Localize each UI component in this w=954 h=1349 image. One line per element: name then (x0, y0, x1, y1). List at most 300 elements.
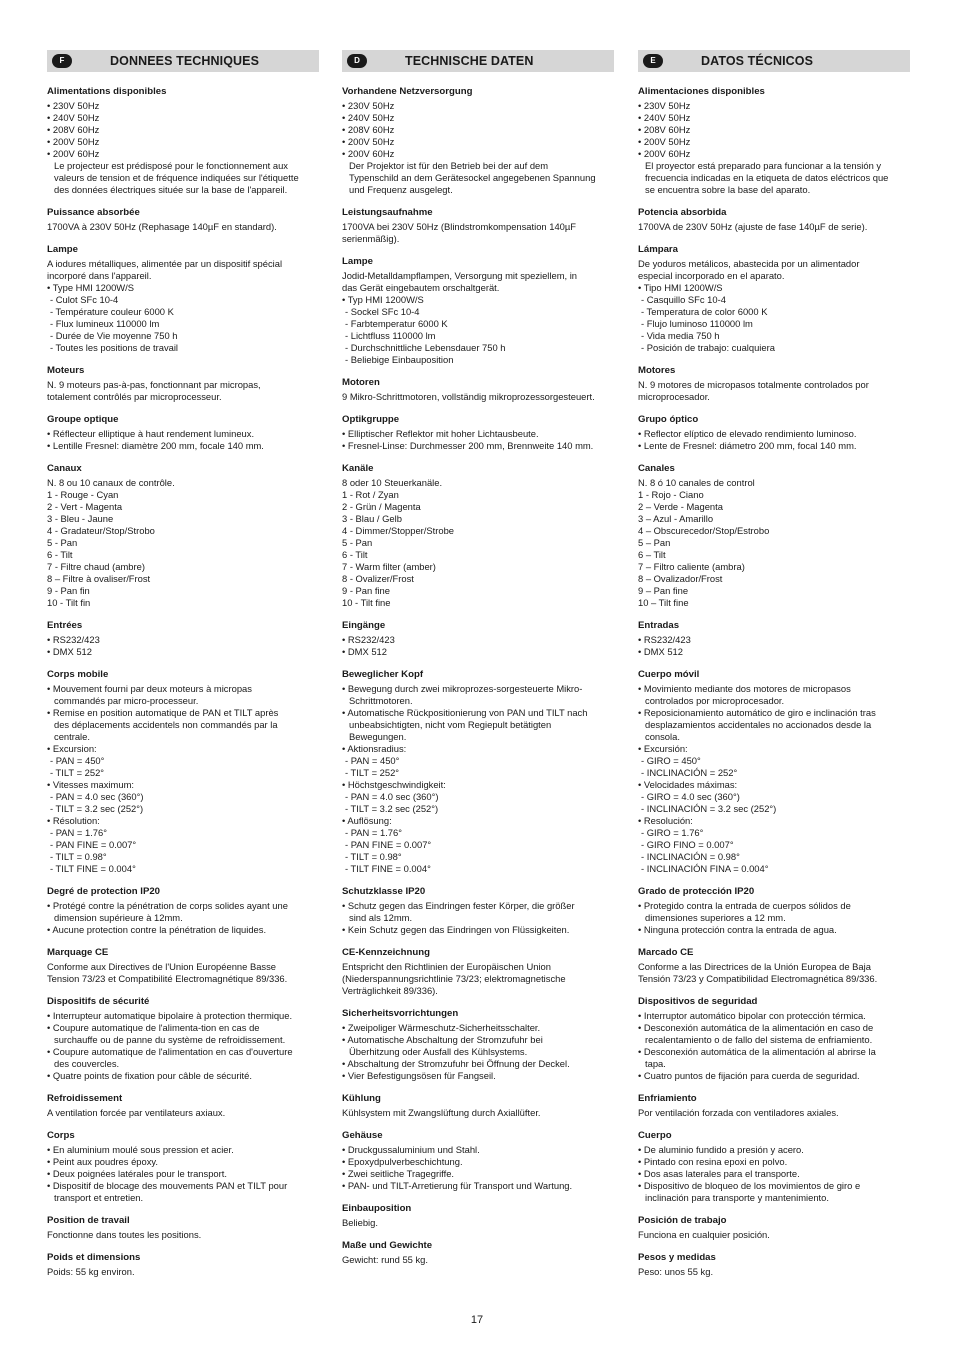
spec-line: • 200V 60Hz (342, 148, 395, 159)
section-heading: Vorhandene Netzversorgung (342, 86, 473, 97)
spec-line: • Résolution: (47, 815, 100, 826)
spec-section (47, 996, 319, 1082)
spec-line: 9 Mikro-Schrittmotoren, vollständig mikroprozessorgesteuert. (342, 391, 595, 402)
spec-line: Conforme aux Directives de l'Union Européenne Basse (47, 961, 276, 972)
spec-line: recalentamiento o de fallo del sistema de enfriamiento. (645, 1034, 873, 1045)
spec-line: • Epoxydpulverbeschichtung. (342, 1156, 463, 1167)
spec-line: • Remise en position automatique de PAN et TILT après (47, 707, 279, 718)
spec-line: - INCLINACIÓN = 252° (641, 767, 738, 778)
spec-section (47, 414, 319, 452)
spec-section (638, 86, 910, 196)
section-heading: Cuerpo (638, 1130, 672, 1141)
spec-line: dimensiones superiores a 12 mm. (645, 912, 786, 923)
spec-line: 5 – Pan (638, 537, 671, 548)
spec-line: totalement contrôlés par microprocesseur. (47, 391, 222, 402)
spec-line: - PAN = 4.0 sec (360°) (345, 791, 439, 802)
spec-line: - TILT = 252° (50, 767, 105, 778)
spec-line: Gewicht: rund 55 kg. (342, 1254, 428, 1265)
spec-line: - TILT = 252° (345, 767, 400, 778)
spec-section (342, 1240, 614, 1266)
spec-line: - PAN FINE = 0.007° (345, 839, 432, 850)
section-heading: Canales (638, 463, 675, 474)
spec-line: unbeabsichtigten, nicht vom Regiepult betätigten (349, 719, 552, 730)
spec-line: Conforme a las Directrices de la Unión Europea de Baja (638, 961, 871, 972)
spec-line: • Desconexión automática de la alimentación al abrirse la (638, 1046, 876, 1057)
spec-line: • Zwei seitliche Tragegriffe. (342, 1168, 455, 1179)
spec-line: N. 9 motores de micropasos totalmente controlados por (638, 379, 869, 390)
spec-line: • Lentille Fresnel: diamètre 200 mm, focale 140 mm. (47, 440, 264, 451)
spec-line: - Flux lumineux 110000 lm (50, 318, 160, 329)
spec-section (47, 947, 319, 985)
column-body (47, 86, 319, 1278)
section-heading: Cuerpo móvil (638, 669, 700, 680)
spec-line: - Temperatura de color 6000 K (641, 306, 768, 317)
spec-line: - GIRO = 1.76° (641, 827, 704, 838)
spec-section (638, 1252, 910, 1278)
spec-line: • Tipo HMI 1200W/S (638, 282, 723, 293)
spec-section (638, 1130, 910, 1204)
spec-line: • 208V 60Hz (47, 124, 100, 135)
spec-section (638, 244, 910, 354)
spec-line: transport et entretien. (54, 1192, 144, 1203)
spec-line: Schrittmotoren. (349, 695, 413, 706)
spec-line: Por ventilación forzada con ventiladores axiales. (638, 1107, 839, 1118)
spec-line: • Dispositivo de bloqueo de los movimientos de giro e (638, 1180, 861, 1191)
spec-section (342, 669, 614, 875)
spec-line: 7 – Filtro caliente (ambra) (638, 561, 745, 572)
section-heading: Motoren (342, 377, 380, 388)
column-body (342, 86, 614, 1266)
spec-line: A iodures métalliques, alimentée par un dispositif spécial (47, 258, 283, 269)
spec-line: • Type HMI 1200W/S (47, 282, 134, 293)
spec-line: • De aluminio fundido a presión y acero. (638, 1144, 804, 1155)
spec-line: - Posición de trabajo: cualquiera (641, 342, 775, 353)
column-title: DONNEES TECHNIQUES (110, 54, 260, 68)
section-heading: Maße und Gewichte (342, 1240, 433, 1251)
document-columns (47, 50, 911, 1310)
spec-line: 10 – Tilt fine (638, 597, 689, 608)
spec-line: • Interruptor automático bipolar con protección térmica. (638, 1010, 866, 1021)
spec-line: des déplacements accidentels non commandés par la (54, 719, 278, 730)
spec-line: N. 9 moteurs pas-à-pas, fonctionnant par micropas, (47, 379, 261, 390)
spec-line: - Durée de Vie moyenne 750 h (50, 330, 178, 341)
spec-section (47, 365, 319, 403)
spec-line: controlados por microprocesador. (645, 695, 785, 706)
section-heading: Posición de trabajo (638, 1215, 727, 1226)
spec-line: und Frequenz ausgelegt. (349, 184, 453, 195)
spec-line: Tensión 73/23 y Compatibilidad Electromagnética 89/336. (638, 973, 878, 984)
spec-line: - Flujo luminoso 110000 lm (641, 318, 753, 329)
spec-line: • Excursión: (638, 743, 688, 754)
section-heading: Kanäle (342, 463, 374, 474)
spec-line: - GIRO = 4.0 sec (360°) (641, 791, 740, 802)
spec-line: • 240V 50Hz (47, 112, 100, 123)
spec-line: dimension supérieure à 12mm. (54, 912, 183, 923)
spec-line: surchauffe ou de panne du système de refroidissement. (54, 1034, 286, 1045)
spec-line: 2 - Grün / Magenta (342, 501, 421, 512)
spec-line: 3 - Blau / Gelb (342, 513, 402, 524)
spec-line: Beliebig. (342, 1217, 378, 1228)
spec-line: - Vida media 750 h (641, 330, 720, 341)
spec-line: 7 - Filtre chaud (ambre) (47, 561, 145, 572)
spec-line: Entspricht den Richtlinien der Europäischen Union (342, 961, 551, 972)
column-spanish (638, 50, 910, 1289)
spec-line: • PAN- und TILT-Arretierung für Transport und Wartung. (342, 1180, 573, 1191)
spec-section (47, 1093, 319, 1119)
spec-line: 5 - Pan (342, 537, 373, 548)
spec-line: 4 - Dimmer/Stopper/Strobe (342, 525, 455, 536)
spec-line: - Culot SFc 10-4 (50, 294, 119, 305)
spec-line: - TILT = 0.98° (50, 851, 107, 862)
section-heading: Puissance absorbée (47, 207, 140, 218)
spec-line: 5 - Pan (47, 537, 78, 548)
spec-line: Überhitzung oder Ausfall des Kühlsystems. (349, 1046, 528, 1057)
spec-line: Funciona en cualquier posición. (638, 1229, 770, 1240)
spec-line: • Reposicionamiento automático de giro e inclinación tras (638, 707, 876, 718)
spec-line: N. 8 ó 10 canales de control (638, 477, 755, 488)
section-heading: CE-Kennzeichnung (342, 947, 430, 958)
spec-line: - INCLINACIÓN FINA = 0.004° (641, 863, 769, 874)
spec-line: • RS232/423 (638, 634, 691, 645)
spec-line: 1700VA à 230V 50Hz (Rephasage 140µF en standard). (47, 221, 277, 232)
section-heading: Kühlung (342, 1093, 381, 1104)
spec-line: • Lente de Fresnel: diámetro 200 mm, focal 140 mm. (638, 440, 857, 451)
spec-line: Verträglichkeit 89/336). (342, 985, 438, 996)
spec-line: • Protegido contra la entrada de cuerpos sólidos de (638, 900, 851, 911)
spec-section (638, 463, 910, 609)
spec-line: des couvercles. (54, 1058, 120, 1069)
spec-line: Peso: unos 55 kg. (638, 1266, 714, 1277)
spec-line: das Gerät eingebautem orschaltgerät. (342, 282, 500, 293)
spec-line: • Zweipoliger Wärmeschutz-Sicherheitsschalter. (342, 1022, 541, 1033)
spec-line: • Auflösung: (342, 815, 392, 826)
spec-section (342, 1008, 614, 1082)
spec-section (47, 620, 319, 658)
spec-line: inclinación para transporte y mantenimiento. (645, 1192, 829, 1203)
spec-line: 9 - Pan fine (342, 585, 390, 596)
section-heading: Grado de protección IP20 (638, 886, 755, 897)
section-heading: Alimentaciones disponibles (638, 86, 765, 97)
spec-line: commandés par micro-processeur. (54, 695, 199, 706)
spec-line: 6 - Tilt (342, 549, 368, 560)
section-heading: Potencia absorbida (638, 207, 727, 218)
spec-line: 8 – Ovalizador/Frost (638, 573, 723, 584)
spec-line: • 240V 50Hz (638, 112, 691, 123)
spec-line: • Velocidades máximas: (638, 779, 738, 790)
spec-section (342, 1203, 614, 1229)
spec-section (342, 86, 614, 196)
spec-line: 9 – Pan fine (638, 585, 689, 596)
spec-line: • DMX 512 (342, 646, 387, 657)
section-heading: Corps (47, 1130, 75, 1141)
spec-line: - Lichtfluss 110000 lm (345, 330, 436, 341)
spec-line: Typenschild an dem Gerätesockel angegebenen Spannung (349, 172, 596, 183)
spec-line: consola. (645, 731, 680, 742)
section-heading: Moteurs (47, 365, 85, 376)
spec-section (638, 365, 910, 403)
spec-line: • 230V 50Hz (638, 100, 691, 111)
section-heading: Enfriamiento (638, 1093, 697, 1104)
column-title: DATOS TÉCNICOS (701, 54, 814, 68)
spec-line: - PAN = 1.76° (345, 827, 402, 838)
spec-line: • Höchstgeschwindigkeit: (342, 779, 446, 790)
spec-section (342, 463, 614, 609)
spec-section (47, 1215, 319, 1241)
spec-line: - GIRO FINO = 0.007° (641, 839, 734, 850)
spec-line: - TILT = 0.98° (345, 851, 402, 862)
spec-line: - INCLINACIÓN = 0.98° (641, 851, 740, 862)
spec-line: • Excursion: (47, 743, 97, 754)
section-heading: Lampe (47, 244, 78, 255)
spec-section (342, 620, 614, 658)
language-badge: E (643, 54, 663, 68)
spec-line: - Beliebige Einbauposition (345, 354, 454, 365)
spec-line: 4 - Gradateur/Stop/Strobo (47, 525, 155, 536)
page-number: 17 (470, 1314, 484, 1326)
spec-line: • Bewegung durch zwei mikroprozes-sorgesteuerte Mikro- (342, 683, 583, 694)
spec-line: - PAN = 1.76° (50, 827, 107, 838)
spec-line: Fonctionne dans toutes les positions. (47, 1229, 202, 1240)
spec-line: - PAN = 450° (345, 755, 400, 766)
section-heading: Marquage CE (47, 947, 109, 958)
spec-line: se encuentra sobre la base del aparato. (645, 184, 811, 195)
spec-line: - PAN = 4.0 sec (360°) (50, 791, 144, 802)
spec-line: • Deux poignées latérales pour le transport. (47, 1168, 227, 1179)
spec-line: microprocesador. (638, 391, 710, 402)
spec-line: - Température couleur 6000 K (50, 306, 174, 317)
spec-line: • 230V 50Hz (342, 100, 395, 111)
spec-line: - INCLINACIÓN = 3.2 sec (252°) (641, 803, 777, 814)
spec-line: - PAN = 450° (50, 755, 105, 766)
spec-line: • Mouvement fourni par deux moteurs à micropas (47, 683, 252, 694)
spec-line: • Kein Schutz gegen das Eindringen von Flüssigkeiten. (342, 924, 570, 935)
spec-line: • Typ HMI 1200W/S (342, 294, 424, 305)
column-german (342, 50, 614, 1277)
spec-section (638, 414, 910, 452)
section-heading: Einbauposition (342, 1203, 412, 1214)
spec-line: • Protégé contre la pénétration de corps solides ayant une (47, 900, 288, 911)
spec-line: Bewegungen. (349, 731, 407, 742)
section-heading: Sicherheitsvorrichtungen (342, 1008, 459, 1019)
spec-section (342, 1130, 614, 1192)
section-heading: Entradas (638, 620, 680, 631)
spec-line: 10 - Tilt fin (47, 597, 91, 608)
section-heading: Marcado CE (638, 947, 694, 958)
spec-line: • 240V 50Hz (342, 112, 395, 123)
section-heading: Entrées (47, 620, 83, 631)
spec-line: - GIRO = 450° (641, 755, 701, 766)
spec-line: • Peint aux poudres époxy. (47, 1156, 158, 1167)
spec-section (342, 256, 614, 366)
spec-line: 1 - Rouge - Cyan (47, 489, 119, 500)
spec-line: Tension 73/23 et Compatibilité Electromagnétique 89/336. (47, 973, 288, 984)
spec-line: • 200V 60Hz (638, 148, 691, 159)
spec-line: • Quatre points de fixation pour câble de sécurité. (47, 1070, 252, 1081)
spec-line: 3 – Azul - Amarillo (638, 513, 714, 524)
spec-line: 6 - Tilt (47, 549, 73, 560)
spec-section (342, 886, 614, 936)
spec-line: • Cuatro puntos de fijación para cuerda de seguridad. (638, 1070, 860, 1081)
spec-section (342, 947, 614, 997)
spec-section (47, 1130, 319, 1204)
spec-line: Poids: 55 kg environ. (47, 1266, 135, 1277)
spec-line: • 200V 50Hz (342, 136, 395, 147)
spec-line: - Sockel SFc 10-4 (345, 306, 420, 317)
spec-line: 8 - Ovalizer/Frost (342, 573, 414, 584)
spec-line: • Automatische Abschaltung der Stromzufuhr bei (342, 1034, 543, 1045)
spec-line: • 230V 50Hz (47, 100, 100, 111)
column-french (47, 50, 319, 1289)
spec-section (638, 996, 910, 1082)
language-badge: D (347, 54, 367, 68)
spec-line: • 208V 60Hz (342, 124, 395, 135)
section-heading: Dispositivos de seguridad (638, 996, 758, 1007)
spec-section (638, 947, 910, 985)
spec-line: serienmäßig). (342, 233, 400, 244)
spec-section (638, 1093, 910, 1119)
spec-section (47, 886, 319, 936)
spec-line: - TILT = 3.2 sec (252°) (345, 803, 439, 814)
spec-line: 1700VA de 230V 50Hz (ajuste de fase 140µF de serie). (638, 221, 868, 232)
spec-line: • DMX 512 (47, 646, 92, 657)
section-heading: Beweglicher Kopf (342, 669, 424, 680)
section-heading: Gehäuse (342, 1130, 383, 1141)
spec-line: des données électriques située sur la base de l'appareil. (54, 184, 288, 195)
spec-line: • Reflector elíptico de elevado rendimiento luminoso. (638, 428, 857, 439)
spec-line: • Fresnel-Linse: Durchmesser 200 mm, Brennweite 140 mm. (342, 440, 594, 451)
spec-line: • Druckgussaluminium und Stahl. (342, 1144, 480, 1155)
spec-line: Le projecteur est prédisposé pour le fonctionnement aux (54, 160, 288, 171)
spec-line: De yoduros metálicos, abastecida por un alimentador (638, 258, 860, 269)
spec-section (47, 207, 319, 233)
spec-line: - Casquillo SFc 10-4 (641, 294, 726, 305)
spec-line: Kühlsystem mit Zwangslüftung durch Axiallüfter. (342, 1107, 541, 1118)
spec-line: Jodid-Metalldampflampen, Versorgung mit speziellem, in (342, 270, 578, 281)
spec-section (342, 207, 614, 245)
spec-line: • 200V 50Hz (47, 136, 100, 147)
spec-line: • En aluminium moulé sous pression et acier. (47, 1144, 234, 1155)
spec-line: - TILT FINE = 0.004° (50, 863, 136, 874)
spec-line: • Coupure automatique de l'alimentation en cas d'ouverture (47, 1046, 293, 1057)
spec-line: 9 - Pan fin (47, 585, 90, 596)
spec-section (638, 1215, 910, 1241)
spec-line: • Elliptischer Reflektor mit hoher Lichtausbeute. (342, 428, 539, 439)
spec-line: • 208V 60Hz (638, 124, 691, 135)
column-body (638, 86, 910, 1278)
spec-line: A ventilation forcée par ventilateurs axiaux. (47, 1107, 226, 1118)
section-heading: Schutzklasse IP20 (342, 886, 426, 897)
spec-section (638, 886, 910, 936)
spec-section (47, 244, 319, 354)
column-title: TECHNISCHE DATEN (405, 54, 534, 68)
spec-line: • Dispositif de blocage des mouvements PAN et TILT pour (47, 1180, 288, 1191)
section-heading: Position de travail (47, 1215, 130, 1226)
spec-line: • 200V 50Hz (638, 136, 691, 147)
spec-line: • Pintado con resina epoxi en polvo. (638, 1156, 788, 1167)
spec-line: - TILT = 3.2 sec (252°) (50, 803, 144, 814)
spec-line: 7 - Warm filter (amber) (342, 561, 436, 572)
section-heading: Lámpara (638, 244, 678, 255)
spec-section (638, 620, 910, 658)
spec-line: incorporé dans l'appareil. (47, 270, 152, 281)
spec-line: sind als 12mm. (349, 912, 413, 923)
spec-section (342, 1093, 614, 1119)
section-heading: Lampe (342, 256, 373, 267)
spec-line: - TILT FINE = 0.004° (345, 863, 431, 874)
spec-line: tapa. (645, 1058, 666, 1069)
spec-line: 4 – Obscurecedor/Stop/Estrobo (638, 525, 770, 536)
spec-line: 1 - Rojo - Ciano (638, 489, 704, 500)
column-header (638, 50, 910, 72)
spec-line: 2 – Verde - Magenta (638, 501, 723, 512)
section-heading: Grupo óptico (638, 414, 699, 425)
spec-line: N. 8 ou 10 canaux de contrôle. (47, 477, 175, 488)
column-header (342, 50, 614, 72)
spec-line: • Dos asas laterales para el transporte. (638, 1168, 800, 1179)
spec-line: - Durchschnittliche Lebensdauer 750 h (345, 342, 506, 353)
spec-line: 1 - Rot / Zyan (342, 489, 399, 500)
spec-line: • Vier Befestigungsösen für Fangseil. (342, 1070, 496, 1081)
spec-line: • Interrupteur automatique bipolaire à protection thermique. (47, 1010, 293, 1021)
spec-line: - PAN FINE = 0.007° (50, 839, 137, 850)
spec-section (342, 414, 614, 452)
section-heading: Alimentations disponibles (47, 86, 167, 97)
spec-line: valeurs de tension et de fréquence indiquées sur l'étiquette (54, 172, 299, 183)
spec-line: 8 – Filtre à ovaliser/Frost (47, 573, 151, 584)
spec-line: • Desconexión automática de la alimentación en caso de (638, 1022, 874, 1033)
spec-section (638, 669, 910, 875)
section-heading: Refroidissement (47, 1093, 123, 1104)
section-heading: Canaux (47, 463, 82, 474)
spec-line: 6 – Tilt (638, 549, 666, 560)
spec-section (47, 669, 319, 875)
spec-line: centrale. (54, 731, 90, 742)
spec-line: • Vitesses maximum: (47, 779, 134, 790)
spec-line: - Toutes les positions de travail (50, 342, 179, 353)
spec-section (638, 207, 910, 233)
spec-section (47, 1252, 319, 1278)
spec-line: Der Projektor ist für den Betrieb bei der auf dem (349, 160, 549, 171)
section-heading: Pesos y medidas (638, 1252, 716, 1263)
section-heading: Dispositifs de sécurité (47, 996, 150, 1007)
spec-line: (Niederspannungsrichtlinie 73/23; elektromagnetische (342, 973, 566, 984)
spec-line: • Ninguna protección contra la entrada de agua. (638, 924, 837, 935)
section-heading: Optikgruppe (342, 414, 400, 425)
language-badge: F (52, 54, 72, 68)
spec-line: • Coupure automatique de l'alimenta-tion en cas de (47, 1022, 260, 1033)
spec-line: 8 oder 10 Steuerkanäle. (342, 477, 443, 488)
spec-line: 2 - Vert - Magenta (47, 501, 123, 512)
spec-line: frecuencia indicadas en la etiqueta de datos eléctricos que (645, 172, 889, 183)
spec-line: • Automatische Rückpositionierung von PAN und TILT nach (342, 707, 588, 718)
spec-line: • 200V 60Hz (47, 148, 100, 159)
spec-line: • Aktionsradius: (342, 743, 407, 754)
section-heading: Motores (638, 365, 676, 376)
spec-line: • Abschaltung der Stromzufuhr bei Öffnung der Deckel. (342, 1058, 570, 1069)
section-heading: Corps mobile (47, 669, 109, 680)
spec-line: desplazamientos accidentales no accionados desde la (645, 719, 872, 730)
section-heading: Groupe optique (47, 414, 119, 425)
spec-section (342, 377, 614, 403)
section-heading: Leistungsaufnahme (342, 207, 433, 218)
spec-section (47, 463, 319, 609)
spec-line: 1700VA bei 230V 50Hz (Blindstromkompensation 140µF (342, 221, 577, 232)
spec-line: • RS232/423 (47, 634, 100, 645)
spec-line: 3 - Bleu - Jaune (47, 513, 114, 524)
spec-line: • Aucune protection contre la pénétration de liquides. (47, 924, 267, 935)
section-heading: Eingänge (342, 620, 386, 631)
spec-line: El proyector está preparado para funcionar a la tensión y (645, 160, 882, 171)
